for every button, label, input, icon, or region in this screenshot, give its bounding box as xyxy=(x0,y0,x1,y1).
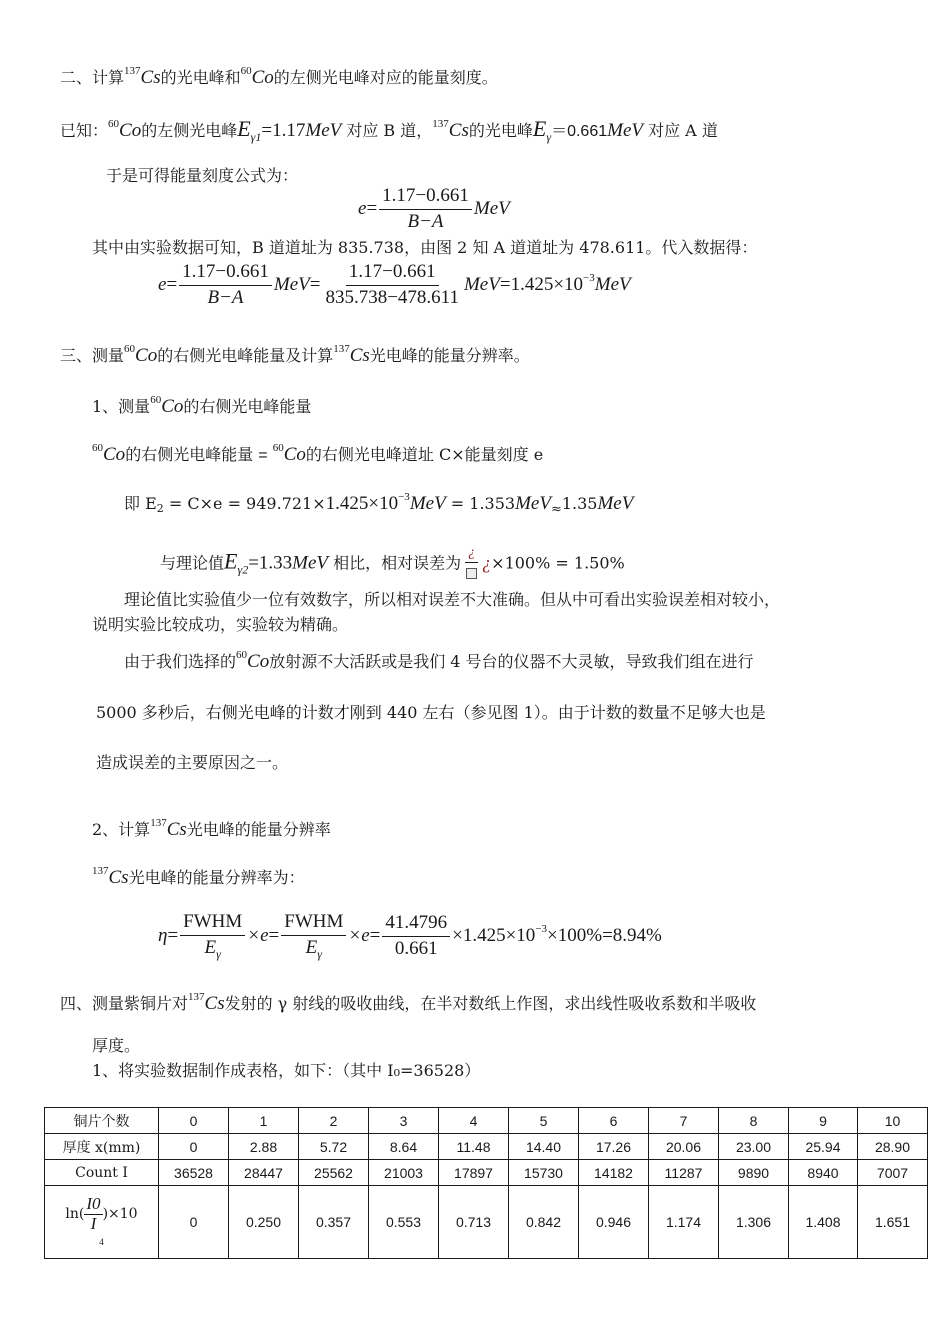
text: = xyxy=(258,447,268,464)
element-co: Co xyxy=(247,651,270,672)
energy-symbol: E xyxy=(237,116,251,141)
numerator: 1.17−0.661 xyxy=(346,262,439,286)
fraction xyxy=(180,912,245,961)
numerator: I0 xyxy=(86,1193,101,1213)
text: ln( xyxy=(65,1206,85,1222)
mass-number: 60 xyxy=(108,118,120,130)
numerator: 1.17−0.661 xyxy=(379,186,472,210)
text: = xyxy=(167,924,179,946)
text: 光电峰的能量分辨率为： xyxy=(128,868,305,887)
row-header-count: Count I xyxy=(45,1160,159,1186)
mass-number: 60 xyxy=(92,442,103,454)
resolution-formula xyxy=(158,912,662,961)
fraction xyxy=(84,1195,102,1233)
mass-number: 60 xyxy=(272,442,284,454)
numerator: ¿ xyxy=(465,545,478,563)
data-paragraph xyxy=(92,240,757,256)
error-glyph: ¿ xyxy=(482,552,492,573)
table-cell: 5 xyxy=(509,1108,579,1134)
table-cell: 9890 xyxy=(719,1160,789,1186)
text: 已知： xyxy=(60,121,109,140)
subscript: γ xyxy=(317,946,322,961)
denominator xyxy=(303,936,325,961)
table-cell: 8940 xyxy=(789,1160,858,1186)
table-cell: 28447 xyxy=(229,1160,299,1186)
text: 发射的 γ 射线的吸收曲线，在半对数纸上作图，求出线性吸收系数和半吸收 xyxy=(224,994,757,1013)
section-3-title xyxy=(60,344,530,365)
text: 的右侧光电峰能量 xyxy=(125,445,259,464)
table-cell: 0.553 xyxy=(369,1186,439,1259)
table-cell: 0 xyxy=(159,1186,229,1259)
table-cell: 2.88 xyxy=(229,1134,299,1160)
table-cell: 15730 xyxy=(509,1160,579,1186)
text: 四、测量紫铜片对 xyxy=(60,994,189,1013)
text: )×10 xyxy=(102,1206,138,1222)
section-2-title xyxy=(60,66,498,87)
text: = xyxy=(366,197,378,219)
table-cell: 9 xyxy=(789,1108,858,1134)
table-cell: 20.06 xyxy=(649,1134,719,1160)
denominator xyxy=(202,936,224,961)
table-cell: 14.40 xyxy=(509,1134,579,1160)
table-cell: 11287 xyxy=(649,1160,719,1186)
element-co: Co xyxy=(283,444,306,465)
energy-value: 0.661 xyxy=(567,123,608,140)
exponent: 4 xyxy=(99,1237,104,1248)
unit: MeV xyxy=(305,120,342,141)
table-cell: 25562 xyxy=(299,1160,369,1186)
table-cell: 17.26 xyxy=(579,1134,649,1160)
denominator: B−A xyxy=(407,210,444,232)
text: 的右侧光电峰道址 C×能量刻度 e xyxy=(305,445,544,464)
denominator xyxy=(463,563,480,583)
resolution-intro xyxy=(92,866,305,887)
table-cell: 28.90 xyxy=(858,1134,928,1160)
unit: MeV xyxy=(473,197,510,219)
mass-number: 60 xyxy=(236,649,248,661)
denominator: B−A xyxy=(207,286,244,308)
element-co: Co xyxy=(103,444,126,465)
exponent: −3 xyxy=(535,922,548,935)
symbol: e xyxy=(158,273,167,295)
fraction xyxy=(322,262,462,309)
unit: MeV xyxy=(273,273,310,295)
text: 的光电峰和 xyxy=(160,68,241,87)
text: = xyxy=(309,273,321,295)
denominator: I xyxy=(90,1213,97,1233)
row-header-pieces: 铜片个数 xyxy=(45,1108,159,1134)
symbol: e xyxy=(358,197,367,219)
subscript: γ xyxy=(216,946,221,961)
definition-line xyxy=(92,443,543,464)
text: = 1.353 xyxy=(445,494,516,513)
energy-symbol: E xyxy=(224,548,238,574)
element-co: Co xyxy=(135,345,158,366)
energy-symbol: E xyxy=(204,936,217,958)
text: = C×e = 949.721× xyxy=(163,494,326,513)
text: 1.35 xyxy=(561,494,598,513)
text: ×100% = 1.50% xyxy=(491,553,625,573)
unit: MeV xyxy=(515,493,551,514)
table-cell: 1.174 xyxy=(649,1186,719,1259)
energy-symbol: E xyxy=(532,116,547,141)
table-cell: 8.64 xyxy=(369,1134,439,1160)
table-cell: 21003 xyxy=(369,1160,439,1186)
subsection-4-1-title: 1、将实验数据制作成表格，如下：（其中 I₀=36528） xyxy=(92,1061,481,1080)
numerator: 41.4796 xyxy=(382,913,450,937)
exponent: −3 xyxy=(583,271,595,284)
text: 三、测量 xyxy=(60,346,125,365)
element-cs: Cs xyxy=(166,819,187,840)
table-cell: 0.357 xyxy=(299,1186,369,1259)
text: 的光电峰 xyxy=(468,121,533,140)
paragraph-2-line-3: 造成误差的主要原因之一。 xyxy=(96,753,289,772)
table-cell: 0 xyxy=(159,1108,229,1134)
mass-number: 137 xyxy=(432,118,449,130)
text: = xyxy=(166,273,178,295)
section-4-title xyxy=(60,992,756,1013)
text: = xyxy=(268,924,280,946)
table-cell: 0.946 xyxy=(579,1186,649,1259)
table-cell: 5.72 xyxy=(299,1134,369,1160)
table-cell: 14182 xyxy=(579,1160,649,1186)
subscript: 2 xyxy=(156,502,164,515)
element-cs: Cs xyxy=(448,120,469,141)
paragraph-2-line-2: 5000 多秒后，右侧光电峰的计数才刚到 440 左右（参见图 1）。由于计数的数量不足够大也是 xyxy=(96,703,766,722)
table-cell: 3 xyxy=(369,1108,439,1134)
energy-calibration-formula xyxy=(358,186,510,233)
text: ×e xyxy=(247,924,269,946)
subscript: γ xyxy=(546,130,552,144)
text: ×e xyxy=(348,924,370,946)
numerator: FWHM xyxy=(180,912,245,936)
value: =1.33 xyxy=(248,552,293,574)
denominator: 0.661 xyxy=(394,938,438,960)
table-cell: 0.842 xyxy=(509,1186,579,1259)
element-co: Co xyxy=(161,396,184,417)
paragraph-2-line-1 xyxy=(124,650,754,671)
text: 放射源不大活跃或是我们 4 号台的仪器不大灵敏，导致我们组在进行 xyxy=(269,652,754,671)
text: ＝ xyxy=(551,121,568,140)
unit: MeV xyxy=(409,493,446,514)
unit: MeV xyxy=(607,120,643,141)
table-cell: 1.651 xyxy=(858,1186,928,1259)
table-cell: 1.408 xyxy=(789,1186,858,1259)
table-cell: 0 xyxy=(159,1134,229,1160)
table-cell: 25.94 xyxy=(789,1134,858,1160)
text: 的左侧光电峰 xyxy=(141,121,238,140)
mass-number: 137 xyxy=(124,65,141,77)
element-cs: Cs xyxy=(204,993,225,1014)
paragraph-1-line-1: 理论值比实验值少一位有效数字，所以相对误差不大准确。但从中可看出实验误差相对较小， xyxy=(124,590,781,609)
table-cell: 23.00 xyxy=(719,1134,789,1160)
text: 相比，相对误差为 xyxy=(333,553,462,573)
section-4-title-line-2: 厚度。 xyxy=(92,1036,141,1055)
text: 的右侧光电峰能量 xyxy=(183,397,312,416)
absorption-data-table xyxy=(44,1107,928,1259)
unit: MeV xyxy=(597,493,634,514)
table-cell: 2 xyxy=(299,1108,369,1134)
text: =1.425×10 xyxy=(499,273,584,295)
energy-value: =1.17 xyxy=(261,120,306,141)
element-co: Co xyxy=(119,120,142,141)
unit: MeV xyxy=(463,273,500,295)
mass-number: 137 xyxy=(150,817,167,829)
element-cs: Cs xyxy=(140,67,161,88)
text: 对应 A 道 xyxy=(648,121,718,140)
table-cell: 10 xyxy=(858,1108,928,1134)
text: 2、计算 xyxy=(92,820,151,839)
formula-intro: 于是可得能量刻度公式为： xyxy=(106,166,299,185)
mass-number: 137 xyxy=(188,991,205,1003)
element-cs: Cs xyxy=(349,345,370,366)
mass-number: 60 xyxy=(150,394,162,406)
table-cell: 0.713 xyxy=(439,1186,509,1259)
text: 的右侧光电峰能量及计算 xyxy=(157,346,334,365)
broken-fraction xyxy=(463,545,480,583)
text: 即 E xyxy=(124,494,157,513)
mass-number: 60 xyxy=(124,343,136,355)
comparison-line xyxy=(160,545,625,583)
eta-symbol: η xyxy=(158,924,168,946)
table-cell: 4 xyxy=(439,1108,509,1134)
text: 其中由实验数据可知，B 道道址为 835.738，由图 2 知 A 道道址为 478.611。代入数据得： xyxy=(92,238,758,257)
placeholder-box-icon xyxy=(466,568,477,579)
unit: MeV xyxy=(292,552,329,574)
text: 对应 B 道， xyxy=(346,121,433,140)
subsection-3-1-title xyxy=(92,395,311,416)
value: 1.425×10 xyxy=(325,493,399,514)
subscript: γ1 xyxy=(250,130,262,144)
text: ×100%=8.94% xyxy=(547,924,662,946)
fraction xyxy=(379,186,472,233)
mass-number: 60 xyxy=(240,65,252,77)
text: 光电峰的能量分辨率 xyxy=(186,820,331,839)
element-cs: Cs xyxy=(108,867,129,888)
paragraph-1-line-2: 说明实验比较成功，实验较为精确。 xyxy=(92,615,349,634)
table-row-pieces xyxy=(45,1108,928,1134)
table-cell: 1 xyxy=(229,1108,299,1134)
text: 1、测量 xyxy=(92,397,151,416)
fraction xyxy=(179,262,272,309)
table-cell: 17897 xyxy=(439,1160,509,1186)
text: 光电峰的能量分辨率。 xyxy=(369,346,530,365)
table-cell: 36528 xyxy=(159,1160,229,1186)
text: 与理论值 xyxy=(160,553,225,573)
denominator: 835.738−478.611 xyxy=(325,286,459,308)
approx-symbol: ≈ xyxy=(550,502,562,517)
text: 的左侧光电峰对应的能量刻度。 xyxy=(273,68,498,87)
text: ×1.425×10 xyxy=(452,924,536,946)
known-line xyxy=(60,118,718,143)
mass-number: 137 xyxy=(333,343,350,355)
row-header-thickness: 厚度 x(mm) xyxy=(45,1134,159,1160)
table-row-ln xyxy=(45,1186,928,1259)
numerator: 1.17−0.661 xyxy=(179,262,272,286)
table-cell: 1.306 xyxy=(719,1186,789,1259)
energy-calibration-result xyxy=(158,262,631,309)
table-cell: 7 xyxy=(649,1108,719,1134)
text: 二、计算 xyxy=(60,68,125,87)
fraction xyxy=(281,912,346,961)
table-row-counts xyxy=(45,1160,928,1186)
fraction xyxy=(382,913,450,960)
table-cell: 8 xyxy=(719,1108,789,1134)
exponent: −3 xyxy=(398,491,410,503)
text: 由于我们选择的 xyxy=(124,652,237,671)
table-cell: 0.250 xyxy=(229,1186,299,1259)
table-cell: 11.48 xyxy=(439,1134,509,1160)
mass-number: 137 xyxy=(92,865,109,877)
table-row-thickness xyxy=(45,1134,928,1160)
energy-symbol: E xyxy=(305,936,318,958)
element-co: Co xyxy=(251,67,274,88)
table-cell: 6 xyxy=(579,1108,649,1134)
text: = xyxy=(369,924,381,946)
subscript: γ2 xyxy=(237,562,249,577)
calculation-line xyxy=(124,492,633,516)
subsection-3-2-title xyxy=(92,818,331,839)
row-header-ln xyxy=(45,1186,159,1259)
numerator: FWHM xyxy=(281,912,346,936)
table-cell: 7007 xyxy=(858,1160,928,1186)
unit: MeV xyxy=(594,273,631,295)
